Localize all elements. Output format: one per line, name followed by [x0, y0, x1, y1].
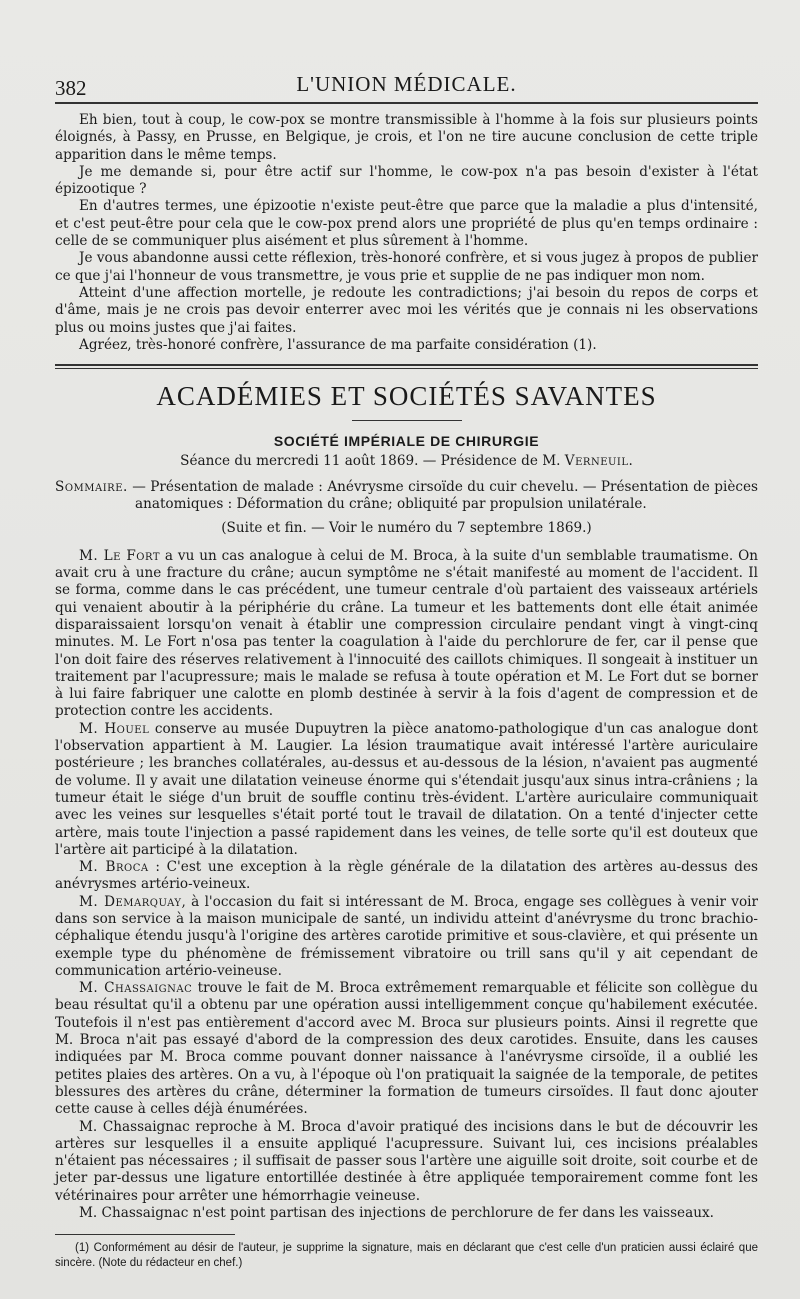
- seance-president: Verneuil: [564, 453, 629, 470]
- speaker-text: M. Chassaignac n'est point partisan des injections de perchlorure de fer dans les vaisseaux.: [79, 1205, 714, 1222]
- letter-paragraph: Je me demande si, pour être actif sur l'homme, le cow-pox n'a pas besoin d'exister à l'état épizootique ?: [55, 163, 758, 198]
- discussion: [55, 548, 758, 1223]
- speaker-text: M. Chassaignac reproche à M. Broca d'avoir pratiqué des incisions dans le but de découvrir les artères sur lesquelles il a ensuite appliqué l'acupressure. Suivant lui, ces incisions préalables n'étaient pas nécessaires ; il suffisait de passer sous l'artère une aiguille soit droite, soit courbe et de jeter par-dessus une ligature entortillée destinée à être appliquée temporairement comme font les vétérinaires pour arrêter une hémorrhagie veineuse.: [55, 1118, 758, 1204]
- letter-paragraph: En d'autres termes, une épizootie n'existe peut-être que parce que la maladie a plus d'intensité, et c'est peut-être pour cela que le cow-pox prend alors une propriété de plus qu'en temps ordinaire : celle de se communiquer plus aisément et plus sûrement à l'homme.: [55, 198, 758, 250]
- seance-text: Séance du mercredi 11 août 1869. — Présidence de M.: [180, 453, 565, 470]
- discussion-paragraph: [55, 894, 758, 980]
- discussion-paragraph: [55, 548, 758, 721]
- speaker-name: M. Houel: [79, 720, 150, 737]
- discussion-paragraph: [55, 721, 758, 859]
- speaker-text: trouve le fait de M. Broca extrêmement remarquable et félicite son collègue du beau résultat qu'il a obtenu par une opération aussi intelligemment conçue qu'habilement exécutée. Toutefois il n'est pas entièrement d'accord avec M. Broca sur plusieurs points. Ainsi il regrette que M. Broca n'ait pas essayé d'abord de la compression des deux carotides. Ensuite, dans les causes indiquées par M. Broca comme pouvant donner naissance à l'anévrysme cirsoïde, il a oublié les petites plaies des artères. On a vu, à l'époque où l'on pratiquait la saignée de la temporale, de petites blessures des artères du crâne, déterminer la formation de tumeurs cirsoïdes. Il faut donc ajouter cette cause à celles déjà énumérées.: [55, 980, 758, 1118]
- discussion-paragraph: [55, 859, 758, 894]
- speaker-name: M. Chassaignac: [79, 980, 193, 997]
- letter-paragraph: Atteint d'une affection mortelle, je redoute les contradictions; j'ai besoin du repos de corps et d'âme, mais je ne crois pas devoir enterrer avec moi les vérités que je connais ni les observations plus ou moins justes que j'ai faites.: [55, 284, 758, 336]
- running-head: [55, 72, 758, 104]
- letter-paragraph: Agréez, très-honoré confrère, l'assurance de ma parfaite considération (1).: [79, 336, 597, 353]
- letter-paragraph: Je vous abandonne aussi cette réflexion, très-honoré confrère, et si vous jugez à propos de publier ce que j'ai l'honneur de vous transmettre, je vous prie et supplie de ne pas indiquer mon nom.: [55, 250, 758, 284]
- suite-note: (Suite et fin. — Voir le numéro du 7 septembre 1869.): [221, 519, 592, 536]
- letter-body: [55, 112, 758, 354]
- speaker-text: conserve au musée Dupuytren la pièce anatomo-pathologique d'un cas analogue dont l'observation appartient à M. Laugier. La lésion traumatique avait intéressé l'artère auriculaire postérieure ; les branches collatérales, au-dessus et au-dessous de la lésion, n'avaient pas augmenté de volume. Il y avait une dilatation veineuse énorme qui s'étendait jusqu'aux sinus intra-crâniens ; la tumeur était le siége d'un bruit de souffle continu très-évident. L'artère auriculaire communiquait avec les veines sur lesquelles s'était porté tout le travail de dilatation. On a tenté d'injecter cette artère, mais toute l'injection a passé rapidement dans les veines, de telle sorte qu'il est douteux que l'artère ait participé à la dilatation.: [55, 720, 759, 858]
- speaker-text: : C'est une exception à la règle générale de la dilatation des artères au-dessus des anévrysmes artério-veineux.: [55, 859, 758, 893]
- speaker-name: M. Le Fort: [79, 547, 161, 564]
- page-number: 382: [55, 76, 87, 100]
- seance-line: [55, 453, 758, 469]
- title-underline: [352, 420, 462, 421]
- speaker-name: M. Broca: [79, 859, 149, 876]
- letter-paragraph: Eh bien, tout à coup, le cow-pox se montre transmissible à l'homme à la fois sur plusieurs points éloignés, à Passy, en Prusse, en Belgique, je crois, et l'on ne tire aucune conclusion de cette triple apparition dans le même temps.: [55, 112, 758, 163]
- speaker-text: a vu un cas analogue à celui de M. Broca, à la suite d'un semblable traumatisme. On avait cru à une fracture du crâne; aucun symptôme ne s'était manifesté au moment de l'accident. Il se forma, comme dans le cas précédent, une tumeur centrale d'où partaient des vaisseaux artériels qui venaient aboutir à la périphérie du crâne. La tumeur et les battements dont elle était animée disparaissaient lorsqu'on venait à établir une compression circulaire pendant vingt à vingt-cinq minutes. M. Le Fort n'osa pas tenter la coagulation à l'aide du perchlorure de fer, car il pense que l'on doit faire des réserves relativement à l'innocuité des caillots chimiques. Il songeait à instituer un traitement par l'acupressure; mais le malade se refusa à toute opération et M. Le Fort dut se borner à lui faire fabriquer une calotte en plomb destinée à servir à la fois d'agent de compression et de protection contre les accidents.: [55, 547, 758, 720]
- footnote-rule: [55, 1234, 235, 1235]
- sommaire: [55, 479, 758, 514]
- sommaire-label: Sommaire.: [55, 479, 128, 496]
- journal-title: L'UNION MÉDICALE.: [296, 72, 517, 96]
- section-title: ACADÉMIES ET SOCIÉTÉS SAVANTES: [156, 381, 657, 412]
- discussion-paragraph: [55, 980, 758, 1118]
- society-name: SOCIÉTÉ IMPÉRIALE DE CHIRURGIE: [273, 433, 540, 450]
- discussion-paragraph: [55, 1205, 758, 1222]
- sommaire-text: — Présentation de malade : Anévrysme cirsoïde du cuir chevelu. — Présentation de pièces anatomiques : Déformation du crâne; obliquité par propulsion unilatérale.: [127, 479, 758, 513]
- speaker-text: , à l'occasion du fait si intéressant de M. Broca, engage ses collègues à venir voir dans son service à la maison municipale de santé, un individu atteint d'anévrysme du tronc brachio-céphalique étendu jusqu'à l'origine des artères carotide primitive et sous-clavière, et qui présente un exemple type du phénomène de frémissement vibratoire ou trill sans qu'il y ait cependant de communication artério-veineuse.: [55, 893, 758, 979]
- discussion-paragraph: [55, 1119, 758, 1205]
- speaker-name: M. Demarquay: [79, 893, 182, 910]
- footnote: (1) Conformément au désir de l'auteur, je supprime la signature, mais en déclarant que c'est celle d'un praticien aussi éclairé que sincère. (Note du rédacteur en chef.): [55, 1242, 758, 1270]
- seance-suffix: .: [628, 453, 633, 470]
- section-divider: [55, 364, 758, 369]
